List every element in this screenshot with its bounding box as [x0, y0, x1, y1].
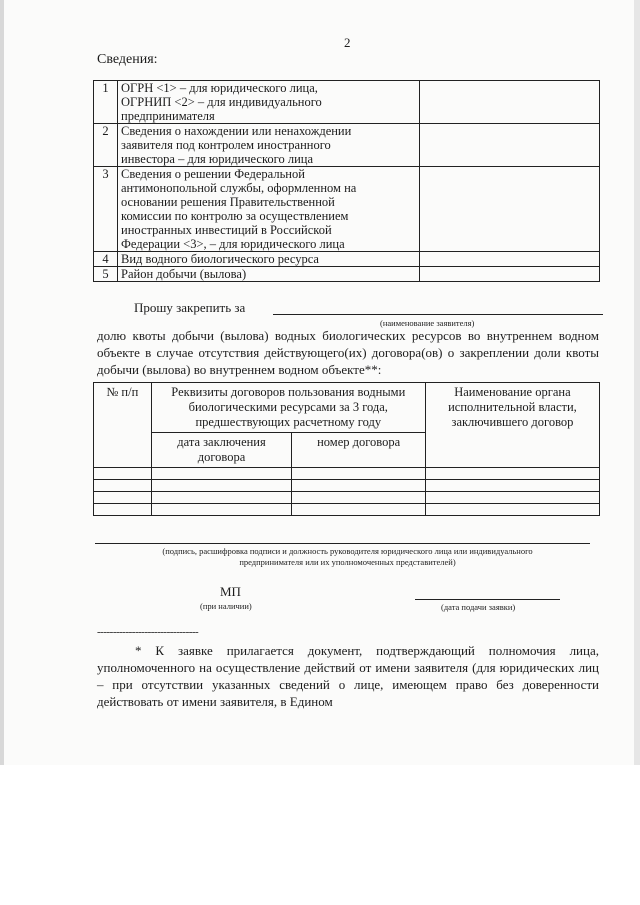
- page-right-edge: [634, 0, 640, 765]
- table-row: [94, 252, 600, 267]
- stamp-caption: (при наличии): [200, 601, 252, 611]
- table-row: [94, 267, 600, 282]
- table-row: [94, 492, 600, 504]
- date-caption: (дата подачи заявки): [441, 602, 516, 612]
- signature-caption: (подпись, расшифровка подписи и должность руководителя юридического лица или индивидуального предпринимателя или их уполномоченных представителей): [162, 546, 533, 567]
- row-number: 5: [94, 267, 118, 282]
- header-num: № п/п: [94, 383, 152, 468]
- row-number: 3: [94, 167, 118, 252]
- row-label: Район добычи (вылова): [118, 267, 420, 282]
- table-row: [94, 167, 600, 252]
- contracts-table: [93, 382, 600, 516]
- header-number: номер договора: [292, 433, 426, 468]
- signature-field: [95, 543, 590, 544]
- row-value: [420, 267, 600, 282]
- row-value: [420, 252, 600, 267]
- table-row: [94, 81, 600, 124]
- request-paragraph: долю квоты добычи (вылова) водных биологических ресурсов во внутреннем водном объекте в случае отсутствия действующего(их) договора(ов) о закреплении доли квоты добычи (вылова) во внутреннем водном объекте**:: [97, 328, 599, 377]
- row-label: ОГРН <1> – для юридического лица, ОГРНИП <2> – для индивидуального предпринимателя: [118, 81, 420, 124]
- row-value: [420, 81, 600, 124]
- page-left-edge: [0, 0, 4, 765]
- row-label: Сведения о решении Федеральной антимонопольной службы, оформленном на основании решения Правительственной комиссии по контролю за осуществлением иностранных инвестиций в Российской Федерации <3>, – для юридического лица: [118, 167, 420, 252]
- header-details: Реквизиты договоров пользования водными биологическими ресурсами за 3 года, предшествующих расчетному году: [151, 383, 425, 433]
- page-number: 2: [344, 35, 351, 50]
- info-table: [93, 80, 600, 282]
- applicant-name-caption: (наименование заявителя): [380, 318, 475, 328]
- row-value: [420, 167, 600, 252]
- footnote-separator: --------------------------------: [97, 626, 199, 638]
- row-number: 1: [94, 81, 118, 124]
- row-label: Сведения о нахождении или ненахождении заявителя под контролем иностранного инвестора – для юридического лица: [118, 124, 420, 167]
- row-number: 4: [94, 252, 118, 267]
- applicant-name-field: [273, 314, 603, 315]
- request-text: Прошу закрепить за: [134, 300, 246, 315]
- row-value: [420, 124, 600, 167]
- table-row: [94, 124, 600, 167]
- table-header-row: [94, 383, 600, 433]
- header-authority: Наименование органа исполнительной власти, заключившего договор: [425, 383, 599, 468]
- footnote-text: * К заявке прилагается документ, подтверждающий полномочия лица, уполномоченного на осуществление действий от имени заявителя (для юридических лиц – при отсутствии указанных сведений о лице, имеющем право без доверенности действовать от имени заявителя, в Едином: [97, 643, 599, 709]
- row-label: Вид водного биологического ресурса: [118, 252, 420, 267]
- table-row: [94, 504, 600, 516]
- info-heading: Сведения:: [97, 52, 158, 67]
- date-field: [415, 599, 560, 600]
- row-number: 2: [94, 124, 118, 167]
- stamp-label: МП: [220, 584, 241, 599]
- table-row: [94, 468, 600, 480]
- table-row: [94, 480, 600, 492]
- header-date: дата заключения договора: [151, 433, 292, 468]
